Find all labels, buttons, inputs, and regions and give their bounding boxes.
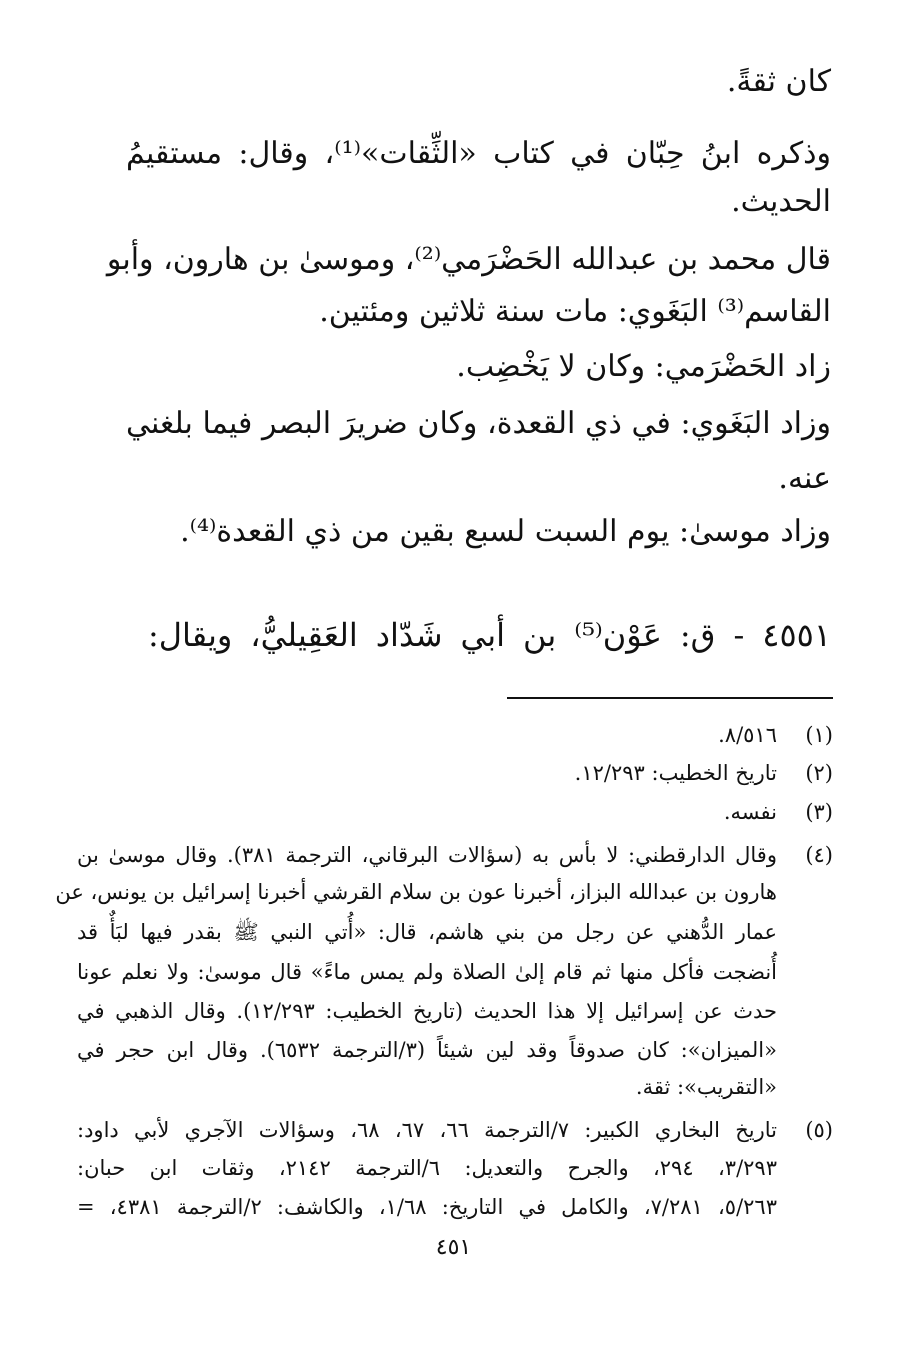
footnote-number: (٤) bbox=[805, 843, 833, 867]
footnote-number: (٥) bbox=[805, 1118, 833, 1142]
main-text-line: الحديث. bbox=[731, 184, 831, 219]
footnote-text-line: تاريخ البخاري الكبير: ٧/الترجمة ٦٦، ٦٧، ٦٨، وسؤالات الآجري لأبي داود: bbox=[77, 1118, 777, 1142]
main-text-line: زاد الحَضْرَمي: وكان لا يَخْضِب. bbox=[456, 349, 831, 384]
footnote-number: (٢) bbox=[805, 761, 833, 785]
footnote-number: (٣) bbox=[805, 800, 833, 824]
footnote-text-line: أُنضجت فأكل منها ثم قام إلىٰ الصلاة ولم يمس ماءً» قال موسىٰ: ولا نعلم عونا bbox=[77, 960, 777, 984]
entry-heading: ٤٥٥١ - ق: عَوْن⁽⁵⁾ بن أبي شَدّاد العَقِيليُّ، ويقال: bbox=[148, 616, 832, 654]
footnote-text-line: وقال الدارقطني: لا بأس به (سؤالات البرقاني، الترجمة ٣٨١). وقال موسىٰ بن bbox=[77, 843, 777, 867]
footnote-text-line: ٥/٢٦٣، ٧/٢٨١، والكامل في التاريخ: ١/٦٨، والكاشف: ٢/الترجمة ٤٣٨١، = bbox=[77, 1195, 777, 1219]
footnote-text-line: تاريخ الخطيب: ١٢/٢٩٣. bbox=[574, 761, 777, 785]
main-text-line: وزاد موسىٰ: يوم السبت لسبع بقين من ذي القعدة⁽⁴⁾. bbox=[180, 514, 831, 549]
footnote-text-line: عمار الدُّهني عن رجل من بني هاشم، قال: «أُتي النبي ﷺ بقدر فيها لبَأٌ قد bbox=[77, 920, 777, 944]
footnote-number: (١) bbox=[805, 723, 833, 747]
footnote-text-line: نفسه. bbox=[723, 800, 777, 824]
footnote-text-line: حدث عن إسرائيل إلا هذا الحديث (تاريخ الخطيب: ١٢/٢٩٣). وقال الذهبي في bbox=[77, 999, 777, 1023]
main-text-line: القاسم⁽³⁾ البَغَوي: مات سنة ثلاثين ومئتين. bbox=[319, 294, 831, 329]
main-text-line: وزاد البَغَوي: في ذي القعدة، وكان ضريرَ البصر فيما بلغني bbox=[126, 406, 831, 441]
main-text-line: قال محمد بن عبدالله الحَضْرَمي⁽²⁾، وموسىٰ بن هارون، وأبو bbox=[106, 242, 831, 277]
footnote-text-line: «التقريب»: ثقة. bbox=[635, 1075, 777, 1099]
main-text-line: وذكره ابنُ حِبّان في كتاب «الثِّقات»⁽¹⁾، وقال: مستقيمُ bbox=[126, 136, 831, 171]
footnote-text-line: «الميزان»: كان صدوقاً وقد لين شيئاً (٣/الترجمة ٦٥٣٢). وقال ابن حجر في bbox=[77, 1038, 777, 1062]
footnote-text-line: ٣/٢٩٣، ٢٩٤، والجرح والتعديل: ٦/الترجمة ٢١٤٢، وثقات ابن حبان: bbox=[77, 1156, 777, 1180]
footnote-text-line: ٨/٥١٦. bbox=[718, 723, 777, 747]
main-text-line: كان ثقةً. bbox=[726, 64, 831, 99]
page-number: ٤٥١ bbox=[435, 1235, 472, 1260]
footnote-divider bbox=[507, 697, 833, 699]
footnote-text-line: هارون بن عبدالله البزاز، أخبرنا عون بن سلام القرشي أخبرنا إسرائيل بن يونس، عن bbox=[55, 880, 777, 904]
main-text-line: عنه. bbox=[778, 461, 831, 496]
